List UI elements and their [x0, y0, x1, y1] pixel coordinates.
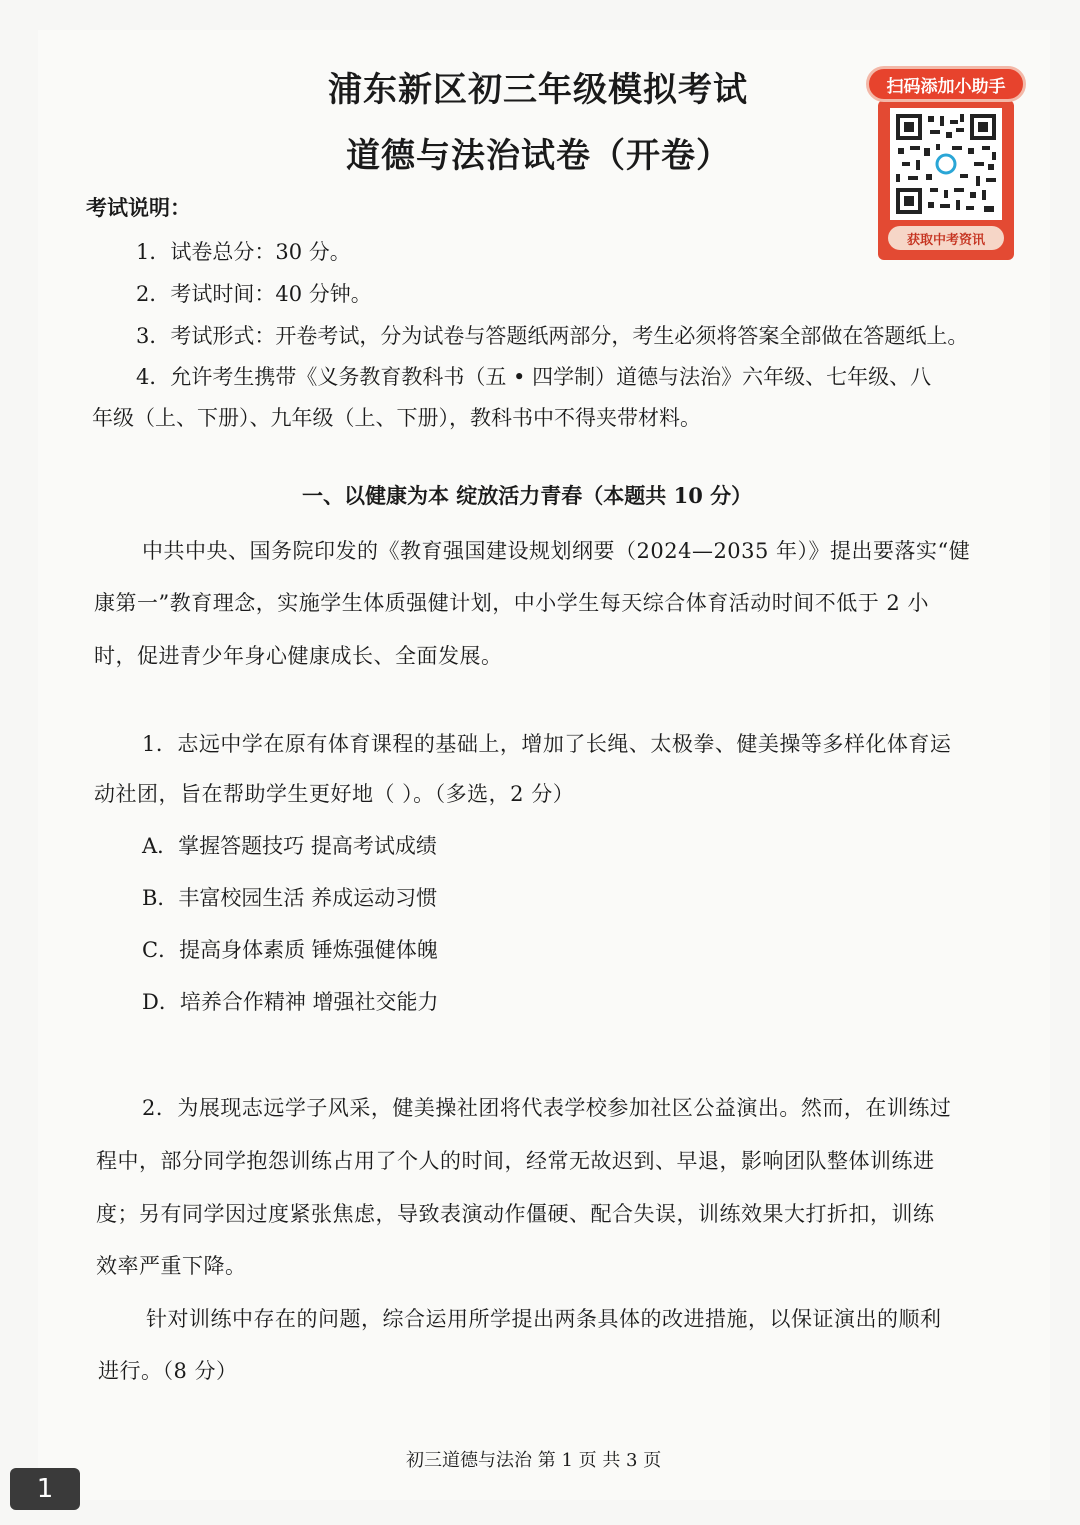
instruction-item: 2．考试时间：40 分钟。: [136, 282, 372, 306]
page-subtitle: 道德与法治试卷（开卷）: [346, 136, 731, 176]
page-number-badge[interactable]: 1: [10, 1468, 80, 1510]
page-footer: 初三道德与法治 第 1 页 共 3 页: [406, 1450, 662, 1471]
page-title: 浦东新区初三年级模拟考试: [328, 70, 748, 110]
section-intro-line: 中共中央、国务院印发的《教育强国建设规划纲要（2024—2035 年）》提出要落实“健: [142, 539, 971, 563]
question-1-text: 动社团，旨在帮助学生更好地（ ）。（多选，2 分）: [94, 782, 575, 806]
section-intro-line: 时，促进青少年身心健康成长、全面发展。: [94, 644, 503, 668]
ad-cta-button[interactable]: 获取中考资讯: [888, 226, 1004, 250]
question-2-text: 效率严重下降。: [96, 1254, 247, 1278]
question-2-task: 进行。（8 分）: [98, 1359, 238, 1383]
option-c: C．提高身体素质 锤炼强健体魄: [142, 938, 438, 962]
ad-banner: 扫码添加小助手: [866, 66, 1026, 102]
section-heading: 一、以健康为本 绽放活力青春（本题共 10 分）: [302, 483, 753, 508]
option-a: A．掌握答题技巧 提高考试成绩: [142, 834, 437, 858]
question-2-task: 针对训练中存在的问题，综合运用所学提出两条具体的改进措施，以保证演出的顺利: [146, 1307, 942, 1331]
question-2-text: 度；另有同学因过度紧张焦虑，导致表演动作僵硬、配合失误，训练效果大打折扣，训练: [96, 1202, 935, 1226]
question-1-text: 1．志远中学在原有体育课程的基础上，增加了长绳、太极拳、健美操等多样化体育运: [142, 732, 952, 756]
option-d: D．培养合作精神 增强社交能力: [142, 990, 439, 1014]
question-2-text: 程中，部分同学抱怨训练占用了个人的时间，经常无故迟到、早退，影响团队整体训练进: [96, 1149, 935, 1173]
qr-code-icon[interactable]: [890, 108, 1002, 220]
question-2-text: 2．为展现志远学子风采，健美操社团将代表学校参加社区公益演出。然而，在训练过: [142, 1096, 952, 1120]
instructions-heading: 考试说明：: [86, 195, 191, 220]
option-b: B．丰富校园生活 养成运动习惯: [142, 886, 438, 910]
instruction-item: 年级（上、下册）、九年级（上、下册），教科书中不得夹带材料。: [92, 406, 701, 430]
qr-frame: [878, 100, 1014, 260]
qr-ad[interactable]: [866, 66, 1026, 262]
instruction-item: 4．允许考生携带《义务教育教科书（五 • 四学制）道德与法治》六年级、七年级、八: [136, 365, 932, 389]
instruction-item: 3．考试形式：开卷考试，分为试卷与答题纸两部分，考生必须将答案全部做在答题纸上。: [136, 324, 969, 348]
section-intro-line: 康第一”教育理念，实施学生体质强健计划，中小学生每天综合体育活动时间不低于 2 小: [94, 591, 929, 615]
instruction-item: 1．试卷总分：30 分。: [136, 240, 351, 264]
